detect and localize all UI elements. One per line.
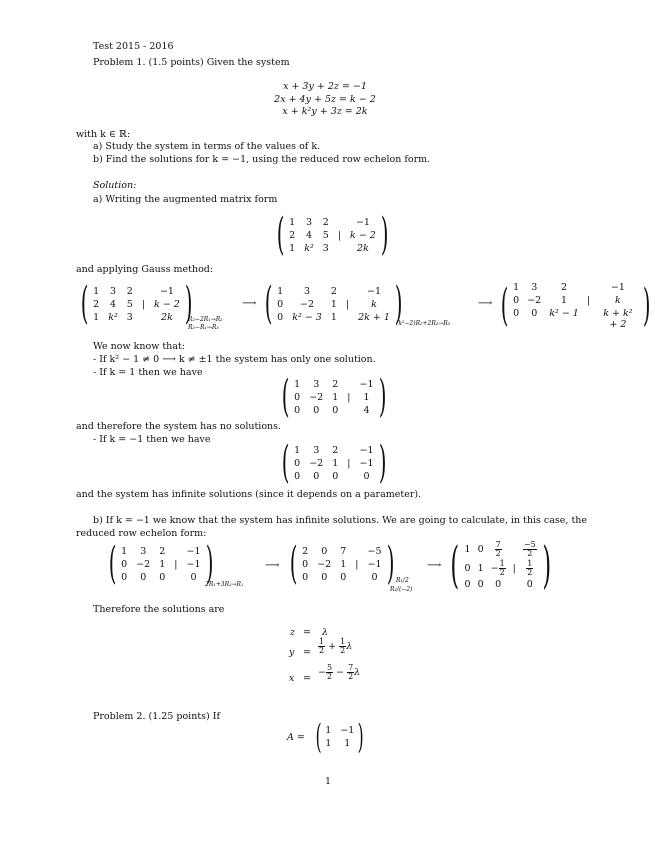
solution-z-lhs: z [290, 627, 296, 638]
gauss-step-1-label: R₂−2R₁→R₂ [188, 316, 223, 323]
rref-step-2-label-2: R₂/(−2) [390, 586, 413, 593]
part-b-line-1: b) If k = −1 we know that the system has infinite solutions. We are going to calculate, in this case, the [93, 515, 588, 526]
solution-x-lhs: x [289, 673, 295, 684]
rref-step-2-label: R₁/2 [396, 577, 409, 584]
arrow-icon: ⟶ [427, 560, 442, 571]
matrix-k-equals-minus-1: ( 1 3 2 −1 0 −2 1 | −1 0 0 0 0 ) [281, 437, 386, 488]
arrow-icon: ⟶ [265, 560, 280, 571]
solution-label: Solution: [93, 180, 137, 191]
problem-2-heading: Problem 2. (1.25 points) If [93, 711, 221, 722]
solution-x-eq: = [303, 673, 311, 684]
gauss-matrix-1: ( 1 3 2 −1 2 4 5 | k − 2 1 k² 3 2k ) [80, 278, 193, 329]
arrow-icon: ⟶ [478, 298, 493, 309]
gauss-step-2-label: (k²−2)R₂+2R₃→R₃ [396, 320, 451, 327]
solution-a-intro: a) Writing the augmented matrix form [93, 194, 278, 205]
arrow-icon: ⟶ [242, 298, 257, 309]
infinite-solutions-text: and the system has infinite solutions (since it depends on a parameter). [76, 489, 422, 500]
matrix-a-lhs: A = [287, 732, 305, 743]
system-equation-1: x + 3y + 2z = −1 [283, 81, 367, 92]
rref-matrix-3: ( 1 0 $\frac{7}{2}$ $\frac{-5}{2}$ 0 1 − $\frac{1}{2}$ | $\frac{1}{2}$ 0 0 0 0 ) [450, 536, 551, 594]
case-3: - If k = −1 then we have [93, 434, 211, 445]
gauss-matrix-3: ( 1 3 2 −1 0 −2 1 | k 0 0 k² − 1 k + k² + 2 ) [500, 280, 651, 331]
matrix-k-equals-1: ( 1 3 2 −1 0 −2 1 | 1 0 0 0 4 ) [281, 371, 386, 422]
solution-z-eq: = [303, 627, 311, 638]
augmented-matrix: ( 1 3 2 −1 2 4 5 | k − 2 1 k² 3 2k ) [276, 209, 389, 260]
task-a: a) Study the system in terms of the values of k. [93, 141, 321, 152]
system-equation-3: x + k²y + 3z = 2k [282, 106, 368, 117]
no-solutions-text: and therefore the system has no solutions. [76, 421, 282, 432]
know-that: We now know that: [93, 341, 185, 352]
case-2: - If k = 1 then we have [93, 367, 203, 378]
rref-matrix-1: ( 1 3 2 −1 0 −2 1 | −1 0 0 0 0 ) [108, 538, 213, 589]
therefore-text: Therefore the solutions are [93, 604, 225, 615]
gauss-intro: and applying Gauss method: [76, 264, 214, 275]
solution-x-rhs: − $\frac{5}{2}$ − $\frac{7}{2}$ λ [318, 663, 361, 681]
case-1: - If k² − 1 ≠ 0 ⟶ k ≠ ±1 the system has only one solution. [93, 354, 376, 365]
gauss-matrix-2: ( 1 3 2 −1 0 −2 1 | k 0 k² − 3 1 2k + 1 ) [264, 278, 403, 329]
gauss-step-1-label-2: R₃−R₁→R₃ [188, 324, 219, 331]
solution-z-rhs: λ [322, 627, 329, 638]
page-number: 1 [325, 776, 332, 787]
rref-matrix-2: ( 2 0 7 −5 0 −2 1 | −1 0 0 0 0 ) [289, 538, 394, 589]
part-b-line-2: reduced row echelon form: [76, 528, 207, 539]
solution-y-eq: = [303, 647, 311, 658]
problem-1-heading: Problem 1. (1.5 points) Given the system [93, 57, 290, 68]
solution-y-lhs: y [289, 647, 295, 658]
condition-text: with k ∈ ℝ: [76, 129, 131, 140]
matrix-a: ( 1 −1 1 1 ) [315, 717, 364, 757]
rref-step-1-label: 2R₁+3R₂→R₁ [205, 581, 244, 588]
system-equation-2: 2x + 4y + 5z = k − 2 [274, 94, 376, 105]
page-header: Test 2015 - 2016 [93, 41, 174, 52]
solution-y-rhs: $\frac{1}{2}$ + $\frac{1}{2}$ λ [319, 637, 353, 655]
task-b: b) Find the solutions for k = −1, using the reduced row echelon form. [93, 154, 431, 165]
